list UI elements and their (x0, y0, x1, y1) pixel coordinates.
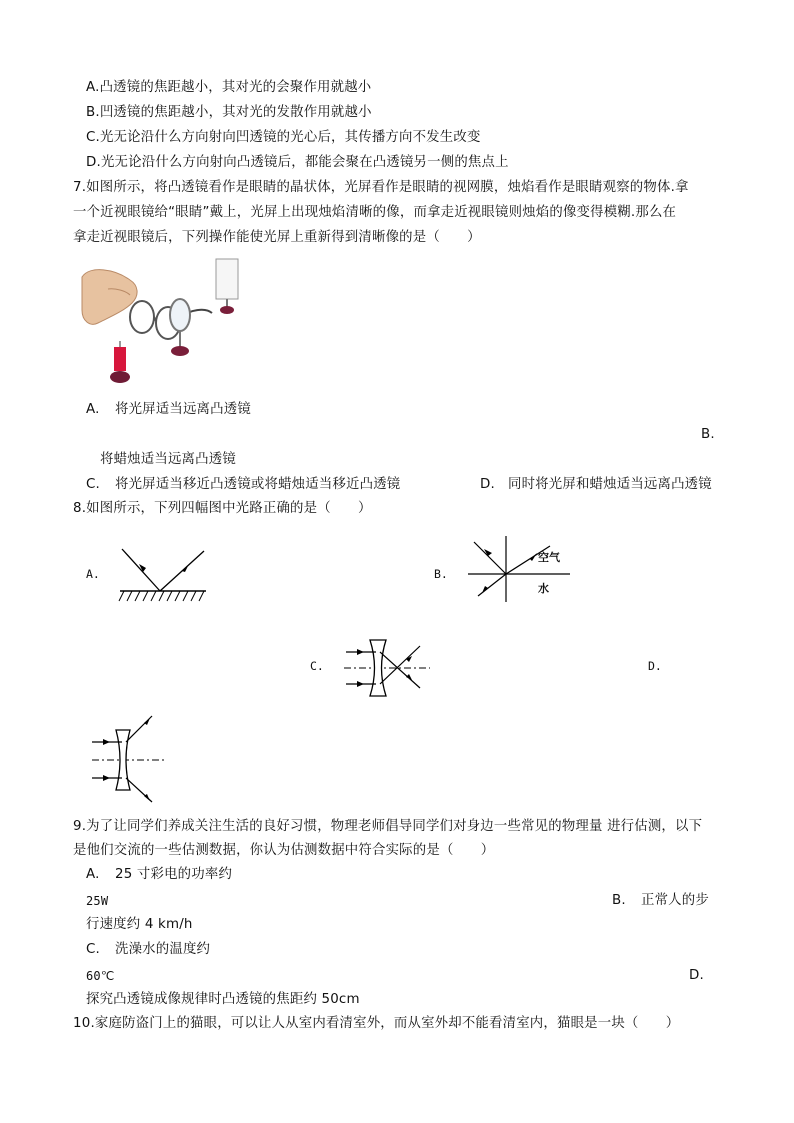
q8-label-d: D. (648, 659, 662, 673)
q9-stem-line2: 是他们交流的一些估测数据，你认为估测数据中符合实际的是（ ） (73, 843, 495, 858)
q9-option-d-label: D. (689, 968, 704, 983)
q9-option-b-text: 正常人的步 (641, 893, 709, 908)
q7-option-a-text: 将光屏适当远离凸透镜 (115, 402, 251, 417)
q10-stem: 10.家庭防盗门上的猫眼，可以让人从室内看清室外，而从室外却不能看清室内，猫眼是一块（ ） (73, 1016, 680, 1031)
q9-option-d-text: 探究凸透镜成像规律时凸透镜的焦距约 50cm (86, 992, 360, 1007)
q8-stem: 8.如图所示，下列四幅图中光路正确的是（ ） (73, 501, 372, 516)
q9-stem-line1: 9.为了让同学们养成关注生活的良好习惯，物理老师倡导同学们对身边一些常见的物理量 进行估测，以下 (73, 819, 703, 834)
q8-air-label: 空气 (538, 551, 560, 564)
q9-option-c-text: 洗澡水的温度约 (115, 942, 211, 957)
q8-label-b: B. (434, 567, 448, 581)
q7-option-d-label: D. (480, 477, 495, 492)
q7-stem-line2: 一个近视眼镜给“眼睛”戴上，光屏上出现烛焰清晰的像，而拿走近视眼镜则烛焰的像变得模糊.那么在 (73, 205, 677, 220)
q7-option-b-label: B. (701, 427, 715, 442)
q7-option-a-label: A. (86, 402, 100, 417)
q7-experiment-photo (80, 255, 250, 390)
hand-icon (82, 270, 137, 325)
q9-option-b-continued: 行速度约 4 km/h (86, 917, 193, 932)
q6-option-c: C.光无论沿什么方向射向凹透镜的光心后，其传播方向不发生改变 (86, 130, 481, 145)
q9-option-b-label: B. (612, 893, 626, 908)
q7-stem-line1: 7.如图所示，将凸透镜看作是眼睛的晶状体，光屏看作是眼睛的视网膜，烛焰看作是眼睛观察的物体.拿 (73, 180, 689, 195)
q7-stem-line3: 拿走近视眼镜后，下列操作能使光屏上重新得到清晰像的是（ ） (73, 230, 481, 245)
q7-option-d-text: 同时将光屏和蜡烛适当远离凸透镜 (508, 477, 712, 492)
q9-option-a-value: 25W (86, 894, 109, 908)
q9-option-c-label: C. (86, 942, 101, 957)
q6-option-a: A.凸透镜的焦距越小，其对光的会聚作用就越小 (86, 80, 372, 95)
q8-diagram-b-refraction (466, 536, 576, 602)
q8-label-a: A. (86, 567, 100, 581)
q6-option-d: D.光无论沿什么方向射向凸透镜后，都能会聚在凸透镜另一侧的焦点上 (86, 155, 509, 170)
q8-diagram-a-reflection (118, 545, 208, 607)
q7-option-c-text: 将光屏适当移近凸透镜或将蜡烛适当移近凸透镜 (115, 477, 401, 492)
q8-water-label: 水 (538, 582, 549, 595)
q9-option-c-value: 60℃ (86, 969, 115, 983)
q6-option-b: B.凹透镜的焦距越小，其对光的发散作用就越小 (86, 105, 372, 120)
q7-option-b-text: 将蜡烛适当远离凸透镜 (100, 452, 236, 467)
q8-diagram-c-concave-lens (340, 636, 432, 700)
q9-option-a-label: A. (86, 867, 100, 882)
q7-option-c-label: C. (86, 477, 101, 492)
q8-diagram-d-concave-lens (90, 712, 170, 804)
q8-label-c: C. (310, 659, 324, 673)
q9-option-a-text: 25 寸彩电的功率约 (115, 867, 233, 882)
